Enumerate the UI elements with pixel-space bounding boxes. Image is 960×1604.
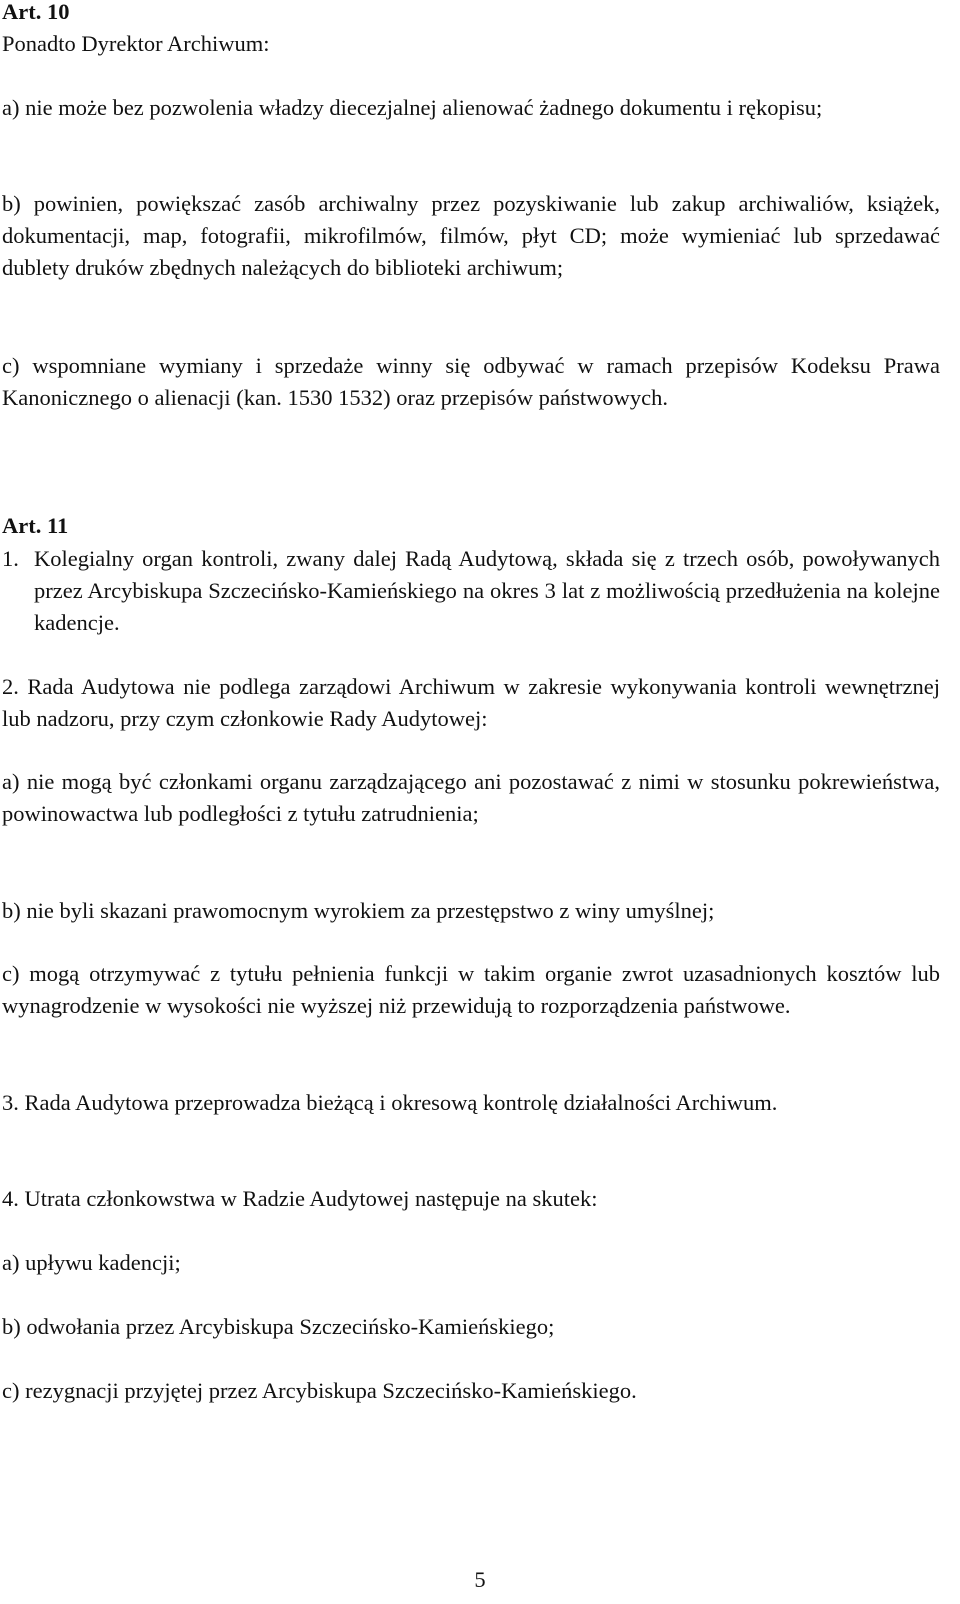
art10-item-a-text: a) nie może bez pozwolenia władzy diecezjalnej alienować żadnego dokumentu i rękopisu;	[2, 95, 823, 120]
art10-item-c	[2, 350, 940, 414]
art11-p2-item-c: c) mogą otrzymywać z tytułu pełnienia funkcji w takim organie zwrot uzasadnionych kosztów lub wynagrodzenie w wysokości nie wyższej niż przewidują to rozporządzenia państwowe.	[2, 961, 940, 1018]
art11-p4-item-a: a) upływu kadencji;	[2, 1250, 181, 1275]
art11-p1: Kolegialny organ kontroli, zwany dalej Radą Audytową, składa się z trzech osób, powoływanych przez Arcybiskupa Szczecińsko-Kamieńskiego na okres 3 lat z możliwością przedłużenia na kolejne kadencje.	[34, 546, 940, 635]
art11-heading: Art. 11	[2, 513, 69, 538]
art10-item-b-text: b) powinien, powiększać zasób archiwalny przez pozyskiwanie lub zakup archiwaliów, książek, dokumentacji, map, fotografii, mikrofilmów, filmów, płyt CD; może wymieniać lub sprzedawać dublety druków zbędnych należących do biblioteki archiwum;	[2, 191, 940, 280]
art11-p2-item-b: b) nie byli skazani prawomocnym wyrokiem za przestępstwo z winy umyślnej;	[2, 898, 715, 923]
art11-p4-item-c: c) rezygnacji przyjętej przez Arcybiskupa Szczecińsko-Kamieńskiego.	[2, 1378, 637, 1403]
art11-p3: 3. Rada Audytowa przeprowadza bieżącą i okresową kontrolę działalności Archiwum.	[2, 1090, 778, 1115]
art10-item-b	[2, 188, 940, 284]
art11-p4: 4. Utrata członkowstwa w Radzie Audytowej następuje na skutek:	[2, 1186, 598, 1211]
page-number: 5	[474, 1567, 486, 1592]
art11-p2-item-a: a) nie mogą być członkami organu zarządzającego ani pozostawać z nimi w stosunku pokrewieństwa, powinowactwa lub podległości z tytułu zatrudnienia;	[2, 769, 940, 826]
art11-p4-item-b: b) odwołania przez Arcybiskupa Szczecińsko-Kamieńskiego;	[2, 1314, 555, 1339]
art10-intro: Ponadto Dyrektor Archiwum:	[2, 31, 270, 56]
art10-heading: Art. 10	[2, 0, 70, 24]
art10-item-a	[2, 92, 940, 124]
art11-p2: 2. Rada Audytowa nie podlega zarządowi Archiwum w zakresie wykonywania kontroli wewnętrznej lub nadzoru, przy czym członkowie Rady Audytowej:	[2, 674, 940, 731]
art10-item-c-text: c) wspomniane wymiany i sprzedaże winny się odbywać w ramach przepisów Kodeksu Prawa Kanonicznego o alienacji (kan. 1530 1532) oraz przepisów państwowych.	[2, 353, 940, 410]
art11-p1-number: 1.	[2, 546, 19, 571]
